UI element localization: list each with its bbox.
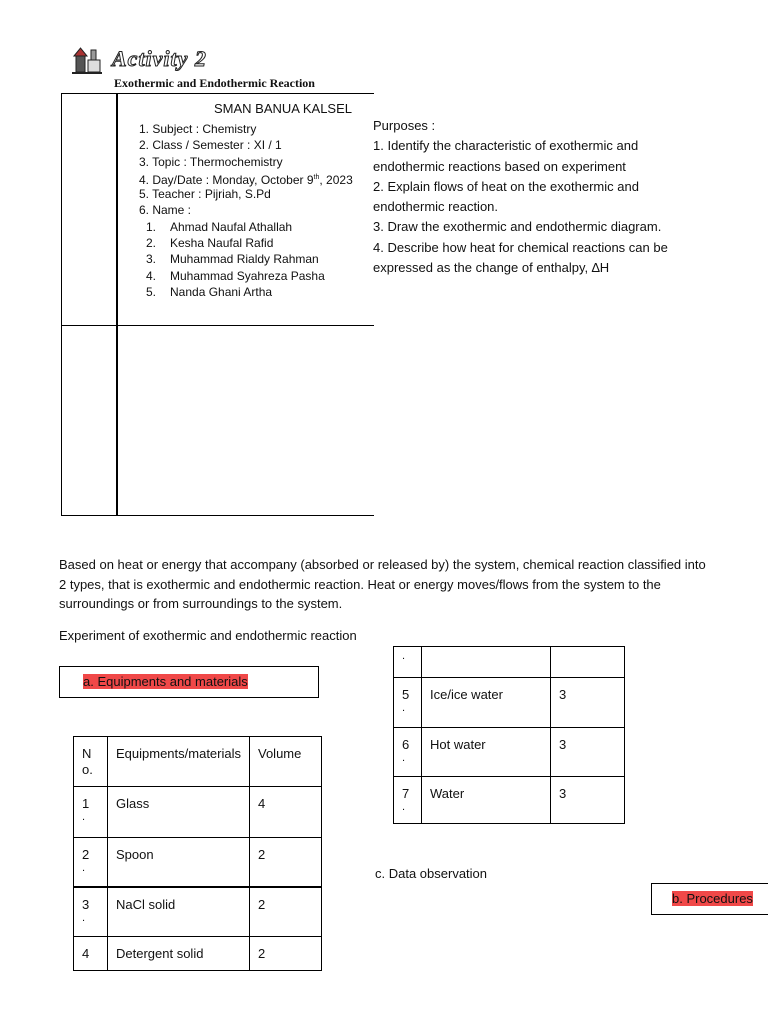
member-item: [139, 268, 353, 284]
equipments-table-continued: [393, 646, 625, 824]
experiment-title: Experiment of exothermic and endothermic reaction: [59, 628, 357, 643]
info-name-label: 6. Name :: [139, 203, 192, 218]
row-item: Ice/ice water: [430, 687, 503, 702]
purposes-title: Purposes :: [373, 118, 436, 133]
member-item: [139, 235, 353, 251]
table-row: [394, 777, 625, 824]
row-no: 2: [82, 847, 90, 862]
table-header-row: [74, 737, 322, 787]
procedures-label: b. Procedures: [672, 891, 753, 906]
info-date: [139, 170, 353, 186]
info-list: [139, 121, 353, 300]
member-name: Nanda Ghani Artha: [170, 284, 273, 299]
info-box-left-border: [61, 93, 62, 516]
member-number: 5.: [146, 284, 157, 299]
observation-label: c. Data observation: [375, 866, 488, 881]
member-number: 3.: [146, 252, 157, 267]
row-item: Hot water: [430, 737, 486, 752]
row-volume: 2: [258, 946, 266, 961]
member-name: Muhammad Syahreza Pasha: [170, 268, 325, 283]
row-dot: .: [82, 862, 86, 874]
table-row: [74, 787, 322, 838]
equipments-label: a. Equipments and materials: [83, 674, 248, 689]
table-row: [74, 838, 322, 887]
header-volume: Volume: [258, 746, 302, 761]
activity-logo-icon: [70, 42, 104, 76]
row-volume: 3: [559, 687, 567, 702]
purpose-item: 1. Identify the characteristic of exothermic and endothermic reactions based on experiment: [373, 138, 639, 174]
row-no: 3: [82, 896, 90, 912]
row-volume: [551, 647, 624, 660]
member-number: 1.: [146, 219, 157, 234]
row-dot: .: [82, 911, 86, 924]
school-name: SMAN BANUA KALSEL: [214, 101, 352, 116]
activity-subtitle: Exothermic and Endothermic Reaction: [114, 76, 315, 90]
row-dot: .: [402, 801, 406, 813]
member-number: 4.: [146, 268, 157, 283]
row-item: [422, 647, 550, 660]
member-item: [139, 219, 353, 235]
intro-paragraph: Based on heat or energy that accompany (absorbed or released by) the system, chemical reaction classified into 2 types, that is exothermic and endothermic reaction. Heat or energy moves/flows from the system to the surroundings or from surroundings to the system.: [59, 557, 706, 611]
row-no: 4: [82, 946, 90, 961]
info-class: 2. Class / Semester : XI / 1: [139, 138, 282, 153]
member-item: [139, 284, 353, 300]
member-item: [139, 251, 353, 267]
info-box-divider: [116, 93, 118, 516]
row-volume: 3: [559, 786, 567, 801]
info-subject: 1. Subject : Chemistry: [139, 122, 257, 136]
purpose-item: 3. Draw the exothermic and endothermic diagram.: [373, 219, 662, 235]
row-item: Detergent solid: [116, 946, 204, 961]
member-name: Ahmad Naufal Athallah: [170, 219, 293, 234]
header-item: Equipments/materials: [116, 746, 241, 761]
info-box-top-border: [61, 93, 374, 94]
header-no: N o.: [82, 746, 93, 777]
info-box-middle-border: [61, 325, 374, 326]
purposes-section: [373, 116, 713, 278]
member-name: Kesha Naufal Rafid: [170, 236, 274, 251]
table-row: [394, 647, 625, 678]
activity-title: Activity 2: [112, 46, 207, 71]
member-number: 2.: [146, 236, 157, 251]
row-item: NaCl solid: [116, 896, 176, 912]
row-item: Spoon: [116, 847, 154, 862]
procedures-label-box: [651, 883, 768, 915]
member-name: Muhammad Rialdy Rahman: [170, 252, 319, 267]
row-volume: 3: [559, 737, 567, 752]
info-box-bottom-border: [61, 515, 374, 516]
purpose-item: 4. Describe how heat for chemical reactions can be expressed as the change of enthalpy, ∆H: [373, 239, 668, 276]
row-item: Water: [430, 786, 465, 801]
row-no: 1: [82, 796, 90, 811]
table-row: [74, 887, 322, 937]
row-dot: .: [402, 752, 406, 764]
row-no: 7: [402, 786, 410, 801]
info-teacher: 5. Teacher : Pijriah, S.Pd: [139, 187, 271, 202]
row-no: 5: [402, 687, 410, 702]
row-volume: 2: [258, 896, 266, 912]
info-date-prefix: 4. Day/Date : Monday, October 9: [139, 172, 314, 187]
row-volume: 4: [258, 796, 266, 811]
equipments-table: [73, 736, 322, 971]
info-date-sup: th: [313, 173, 320, 181]
row-dot: .: [82, 811, 86, 823]
table-row: [394, 728, 625, 777]
row-item: Glass: [116, 796, 150, 811]
row-dot: .: [402, 650, 406, 662]
row-no: 6: [402, 737, 410, 752]
table-row: [394, 678, 625, 728]
info-topic: 3. Topic : Thermochemistry: [139, 154, 283, 169]
row-dot: .: [402, 702, 406, 714]
row-volume: 2: [258, 847, 266, 862]
table-row: [74, 937, 322, 971]
info-date-suffix: , 2023: [319, 172, 353, 187]
equipments-label-box: [59, 666, 319, 698]
purpose-item: 2. Explain flows of heat on the exothermic and endothermic reaction.: [373, 178, 639, 215]
